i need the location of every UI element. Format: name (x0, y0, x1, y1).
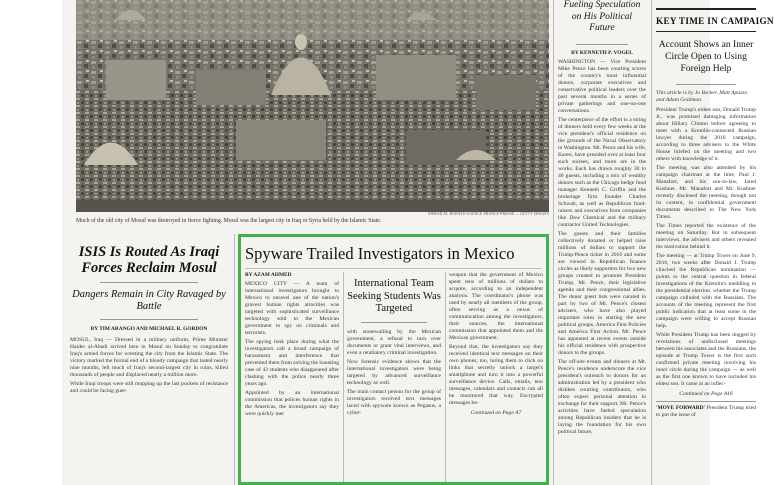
isis-byline: BY TIM ARANGO AND MICHAEL R. GORDON (90, 326, 208, 332)
section-rule (656, 401, 756, 402)
pence-body-4: The off-site events and dinners at Mr. Pence's residence underscore the vice president's outreach to donors for an administration led by a president who dislikes courting contributors, who often expect personal attention in exchange for their support. Mr. Pence's activities have fueled speculation among Republican insiders that he is laying the foundation for his own political future, (558, 358, 646, 435)
pence-body: WASHINGTON — Vice President Mike Pence has been courting scores of the country's most influential donors, corporate executives and conservative political leaders over the past several months in a series of private gatherings and one-on-one conversations. (558, 58, 646, 114)
move-forward-label: 'MOVE FORWARD' (656, 405, 706, 411)
isis-headline[interactable]: ISIS Is Routed As Iraqi Forces Reclaim Mosul (78, 244, 220, 276)
subhead-divider (100, 319, 198, 320)
isis-subhead: Dangers Remain in City Ravaged by Battle (72, 289, 226, 312)
section-rule (656, 8, 756, 10)
spyware-col-2 (347, 278, 441, 417)
isis-body-2: While Iraqi troops were still mopping up the last pockets of resistance and could be facing guer- (70, 381, 228, 394)
pence-headline[interactable]: Fueling Speculation on His Political Future (563, 0, 641, 33)
headline-rule (245, 268, 542, 269)
trump-jr-byline: This article is by Jo Becker, Matt Apuzzo and Adam Goldman. (656, 90, 748, 103)
section-label: KEY TIME IN CAMPAIGN (656, 16, 774, 26)
spyware-col3-text: weapon that the government of Mexico spent tens of millions of dollars to acquire, according to an independent analysis. The coordinator's phone was used by nearly all members of the group, often serving as a nexus of communication among the investigators, their sources, the international commission that appointed them and the Mexican government. (449, 272, 543, 341)
pence-story (558, 0, 646, 436)
spyware-col-3 (449, 272, 543, 416)
move-forward-text: President Trump tried to put the issue of (656, 405, 756, 418)
spyware-col2-text-2: Now forensic evidence shows that the international investigators were being targeted by advanced surveillance technology as well. (347, 358, 441, 386)
section-rule (656, 31, 756, 32)
column-rule (553, 0, 554, 485)
spyware-story (245, 244, 543, 263)
move-forward-brief (656, 405, 756, 419)
spyware-col1-text: MEXICO CITY — A team of international investigators brought to Mexico to unravel one of the nation's gravest human rights atrocities was targeted with sophisticated surveillance technology sold to the Mexican government to spy on criminals and terrorists. (245, 281, 339, 336)
trump-jr-headline[interactable]: Account Shows an Inner Circle Open to Using Foreign Help (658, 39, 754, 74)
trump-jr-body-4: The meeting — at Trump Tower on June 9, 2016, two weeks after Donald J. Trump clinched the Republican nomination — points to the central question in federal investigations of the Kremlin's meddling in the presidential election: whether the Trump campaign colluded with the Russians. The accounts of the meeting represent the first public indication that at least some in the campaign were willing to accept Russian help. (656, 253, 756, 329)
headline-divider (100, 282, 198, 283)
trump-jr-story (656, 0, 774, 419)
isis-story (70, 244, 228, 395)
column-rule (445, 272, 446, 482)
destroyed-city-image (76, 0, 549, 212)
pence-byline: BY KENNETH P. VOGEL (571, 49, 633, 56)
spyware-col2-text: with stonewalling by the Mexican government, a refusal to turn over documents or grant vital interviews, and even a retaliatory criminal investigation. (347, 328, 441, 356)
pence-body-3: The guests and their families collectively donated or helped raise millions of dollars to support the Trump-Pence ticket in 2016 and some are viewed in Republican finance circles as likely supporters for two new groups created to promote President Trump, Mr. Pence, their legislative agenda and their congressional allies. The donor guest lists were curated in part by two of Mr. Pence's closest advisers, who have also played important roles in starting the new political groups, America First Policies and America First Action. Mr. Pence has appeared at recent events outside his official residence with prospective donors to the groups. (558, 230, 646, 356)
spyware-headline[interactable]: Spyware Trailed Investigators in Mexico (245, 244, 515, 263)
spyware-col1-text-3: Appointed by an international commission that polices human rights in the Americas, the investigators say they were quickly met (245, 390, 339, 417)
spyware-byline: BY AZAM AHMED (245, 272, 292, 278)
mosul-photo (76, 0, 549, 212)
spyware-col-1 (245, 272, 339, 418)
column-rule (651, 0, 652, 485)
spyware-continued[interactable]: Continued on Page A7 (470, 410, 522, 416)
trump-jr-body-3: The Times reported the existence of the meeting on Saturday. But in subsequent interviews, the advisers and others revealed the motivation behind it. (656, 223, 756, 250)
headline-divider (676, 84, 736, 85)
spyware-subhead: International Team Seeking Students Was Targeted (347, 278, 441, 314)
trump-jr-body-5: While President Trump has been dogged by revelations of undisclosed meetings between his associates and the Russians, the episode at Trump Tower is the first such confirmed private meeting involving his inner circle during the campaign — as well as the first one known to have included his eldest son. It came at an inflec- (656, 332, 756, 387)
headline-divider (576, 44, 628, 45)
spyware-col1-text-2: The spying took place during what the investigators call a broad campaign of harassment and interference that prevented them from solving the haunting case of 43 students who disappeared after clashing with the police nearly three years ago. (245, 339, 339, 387)
trump-jr-body-2: The meeting was also attended by his campaign chairman at the time, Paul J. Manafort, and his son-in-law, Jared Kushner. Mr. Manafort and Mr. Kushner recently disclosed the meeting, though not its content, in confidential government documents described to The New York Times. (656, 165, 756, 220)
subhead-divider (361, 322, 427, 323)
pence-body-2: The centerpiece of the effort is a string of dinners held every few weeks at the vice president's official residence on the grounds of the Naval Observatory in Washington. Mr. Pence and his wife, Karen, have presided over at least four such soirees, and more are in the works. Each has drawn roughly 30 to 40 guests, including a mix of wealthy donors such as the Chicago hedge fund manager Kenneth C. Griffin and the brokerage firm founder Charles Schwab, as well as Republican fund-raisers and executives from companies like Dow Chemical and the military contractor United Technologies. (558, 116, 646, 228)
trump-jr-continued[interactable]: Continued on Page A16 (679, 391, 733, 397)
photo-credit: AHMAD AL-RUBAYE/AGENCE FRANCE-PRESSE — GETTY IMAGES (427, 212, 549, 216)
column-rule (343, 272, 344, 482)
newspaper-page (62, 0, 774, 485)
spyware-col3-text-2: Beyond that, the investigators say they received identical text messages on their own phones, too, luring them to click on links that secretly unlock a target's smartphone and turn it into a powerful surveillance device. Calls, emails, text messages, calendars and contacts can all be monitored that way. Encrypted messages be- (449, 344, 543, 406)
isis-body: MOSUL, Iraq — Dressed in a military uniform, Prime Minister Haider al-Abadi arrived here in Mosul on Sunday to congratulate Iraq's armed forces for wresting the city from the Islamic State. The victory marked the formal end of a bloody campaign that lasted nearly nine months, left much of Iraq's second-largest city in ruins, killed thousands of people and displaced nearly a million more. (70, 337, 228, 378)
column-rule (234, 234, 235, 485)
spyware-col2-text-3: The main contact person for the group of investigators received text messages laced with spyware known as Pegasus, a cyber- (347, 388, 441, 416)
trump-jr-body: President Trump's eldest son, Donald Trump Jr., was promised damaging information about Hillary Clinton before agreeing to meet with a Kremlin-connected Russian lawyer during the 2016 campaign, according to three advisers to the White House briefed on the meeting and two others with knowledge of it. (656, 107, 756, 162)
photo-caption: Much of the old city of Mosul was destroyed in fierce fighting. Mosul was the largest city in Iraq or Syria held by the Islamic State. (76, 218, 382, 224)
